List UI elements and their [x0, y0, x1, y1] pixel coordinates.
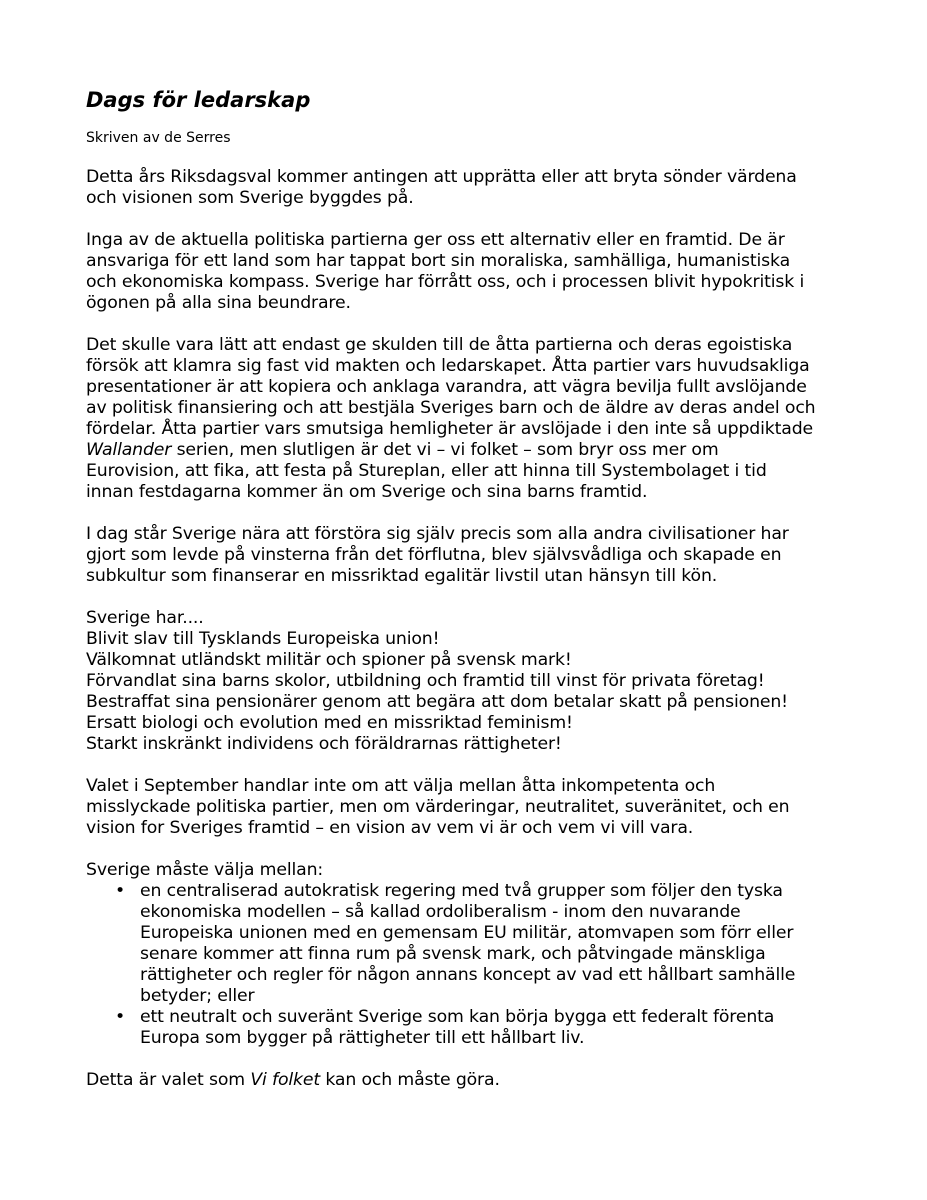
document-body	[86, 167, 826, 1091]
text-line: och ekonomiska kompass. Sverige har förrått oss, och i processen blivit hypokritisk i	[86, 272, 805, 292]
text-line: rättigheter och regler för någon annans koncept av vad ett hållbart samhälle	[140, 965, 796, 985]
paragraph-1	[86, 167, 826, 209]
text-line: Ersatt biologi och evolution med en missriktad feminism!	[86, 713, 573, 733]
closing-before: Detta är valet som	[86, 1070, 251, 1090]
text-line: betyder; eller	[140, 986, 255, 1006]
text-line: senare kommer att finna rum på svensk mark, och påtvingade mänskliga	[140, 944, 766, 964]
closing-after: kan och måste göra.	[319, 1070, 500, 1090]
bullet-icon: •	[115, 881, 126, 901]
text-line: ett neutralt och suveränt Sverige som kan börja bygga ett federalt förenta	[140, 1007, 775, 1027]
text-line-with-italic	[86, 440, 826, 461]
paragraph-2	[86, 230, 826, 314]
text-line: Förvandlat sina barns skolor, utbildning och framtid till vinst för privata företag!	[86, 671, 765, 691]
text-line: gjort som levde på vinsterna från det förflutna, blev självsvådliga och skapade en	[86, 545, 782, 565]
text-line: Välkomnat utländskt militär och spioner på svensk mark!	[86, 650, 572, 670]
text-line: ögonen på alla sina beundrare.	[86, 293, 351, 313]
paragraph-6	[86, 776, 826, 839]
text-line-with-italic	[86, 1070, 826, 1091]
choices-list	[86, 881, 826, 1049]
list-item	[115, 881, 826, 1007]
text-line: Starkt inskränkt individens och föräldrarnas rättigheter!	[86, 734, 562, 754]
text-line: Sverige har....	[86, 608, 204, 628]
paragraph-5	[86, 608, 826, 755]
text-line: misslyckade politiska partier, men om värderingar, neutralitet, suveränitet, och en	[86, 797, 790, 817]
closing-paragraph	[86, 1070, 826, 1091]
text-line: Det skulle vara lätt att endast ge skulden till de åtta partierna och deras egoistiska	[86, 335, 793, 355]
bullet-icon: •	[115, 1007, 126, 1027]
document-title: Dags för ledarskap	[86, 88, 311, 112]
paragraph-3	[86, 335, 826, 503]
text-line: Eurovision, att fika, att festa på Stureplan, eller att hinna till Systembolaget i tid	[86, 461, 767, 481]
text-line: Inga av de aktuella politiska partierna ger oss ett alternativ eller en framtid. De är	[86, 230, 785, 250]
text-line: ansvariga för ett land som har tappat bort sin moraliska, samhälliga, humanistiska	[86, 251, 791, 271]
list-intro: Sverige måste välja mellan:	[86, 860, 324, 880]
italic-title-wallander: Wallander	[86, 440, 172, 460]
text-line: innan festdagarna kommer än om Sverige och sina barns framtid.	[86, 482, 648, 502]
text-line: en centraliserad autokratisk regering med två grupper som följer den tyska	[140, 881, 783, 901]
line-rest: serien, men slutligen är det vi – vi folket – som bryr oss mer om	[171, 440, 719, 460]
choices-block	[86, 860, 826, 1049]
document-page	[86, 84, 826, 1112]
text-line: vision for Sveriges framtid – en vision av vem vi är och vem vi vill vara.	[86, 818, 694, 838]
text-line: av politisk finansiering och att bestjäla Sveriges barn och de äldre av deras andel och	[86, 398, 816, 418]
text-line: och visionen som Sverige byggdes på.	[86, 188, 414, 208]
byline: Skriven av de Serres	[86, 130, 231, 146]
text-line: Detta års Riksdagsval kommer antingen att upprätta eller att bryta sönder värdena	[86, 167, 797, 187]
text-line: I dag står Sverige nära att förstöra sig själv precis som alla andra civilisationer har	[86, 524, 789, 544]
text-line: presentationer är att kopiera och anklaga varandra, att vägra bevilja fullt avslöjande	[86, 377, 807, 397]
text-line: fördelar. Åtta partier vars smutsiga hemligheter är avslöjade i den inte så uppdiktade	[86, 419, 813, 439]
list-item	[115, 1007, 826, 1049]
text-line: Europeiska unionen med en gemensam EU militär, atomvapen som förr eller	[140, 923, 794, 943]
text-line: Bestraffat sina pensionärer genom att begära att dom betalar skatt på pensionen!	[86, 692, 788, 712]
text-line: Blivit slav till Tysklands Europeiska union!	[86, 629, 440, 649]
text-line: försök att klamra sig fast vid makten och ledarskapet. Åtta partier vars huvudsakliga	[86, 356, 810, 376]
text-line: subkultur som finanserar en missriktad egalitär livstil utan hänsyn till kön.	[86, 566, 718, 586]
text-line: ekonomiska modellen – så kallad ordoliberalism - inom den nuvarande	[140, 902, 741, 922]
paragraph-4	[86, 524, 826, 587]
text-line: Europa som bygger på rättigheter till ett hållbart liv.	[140, 1028, 585, 1048]
text-line: Valet i September handlar inte om att välja mellan åtta inkompetenta och	[86, 776, 716, 796]
italic-vi-folket: Vi folket	[250, 1070, 320, 1090]
